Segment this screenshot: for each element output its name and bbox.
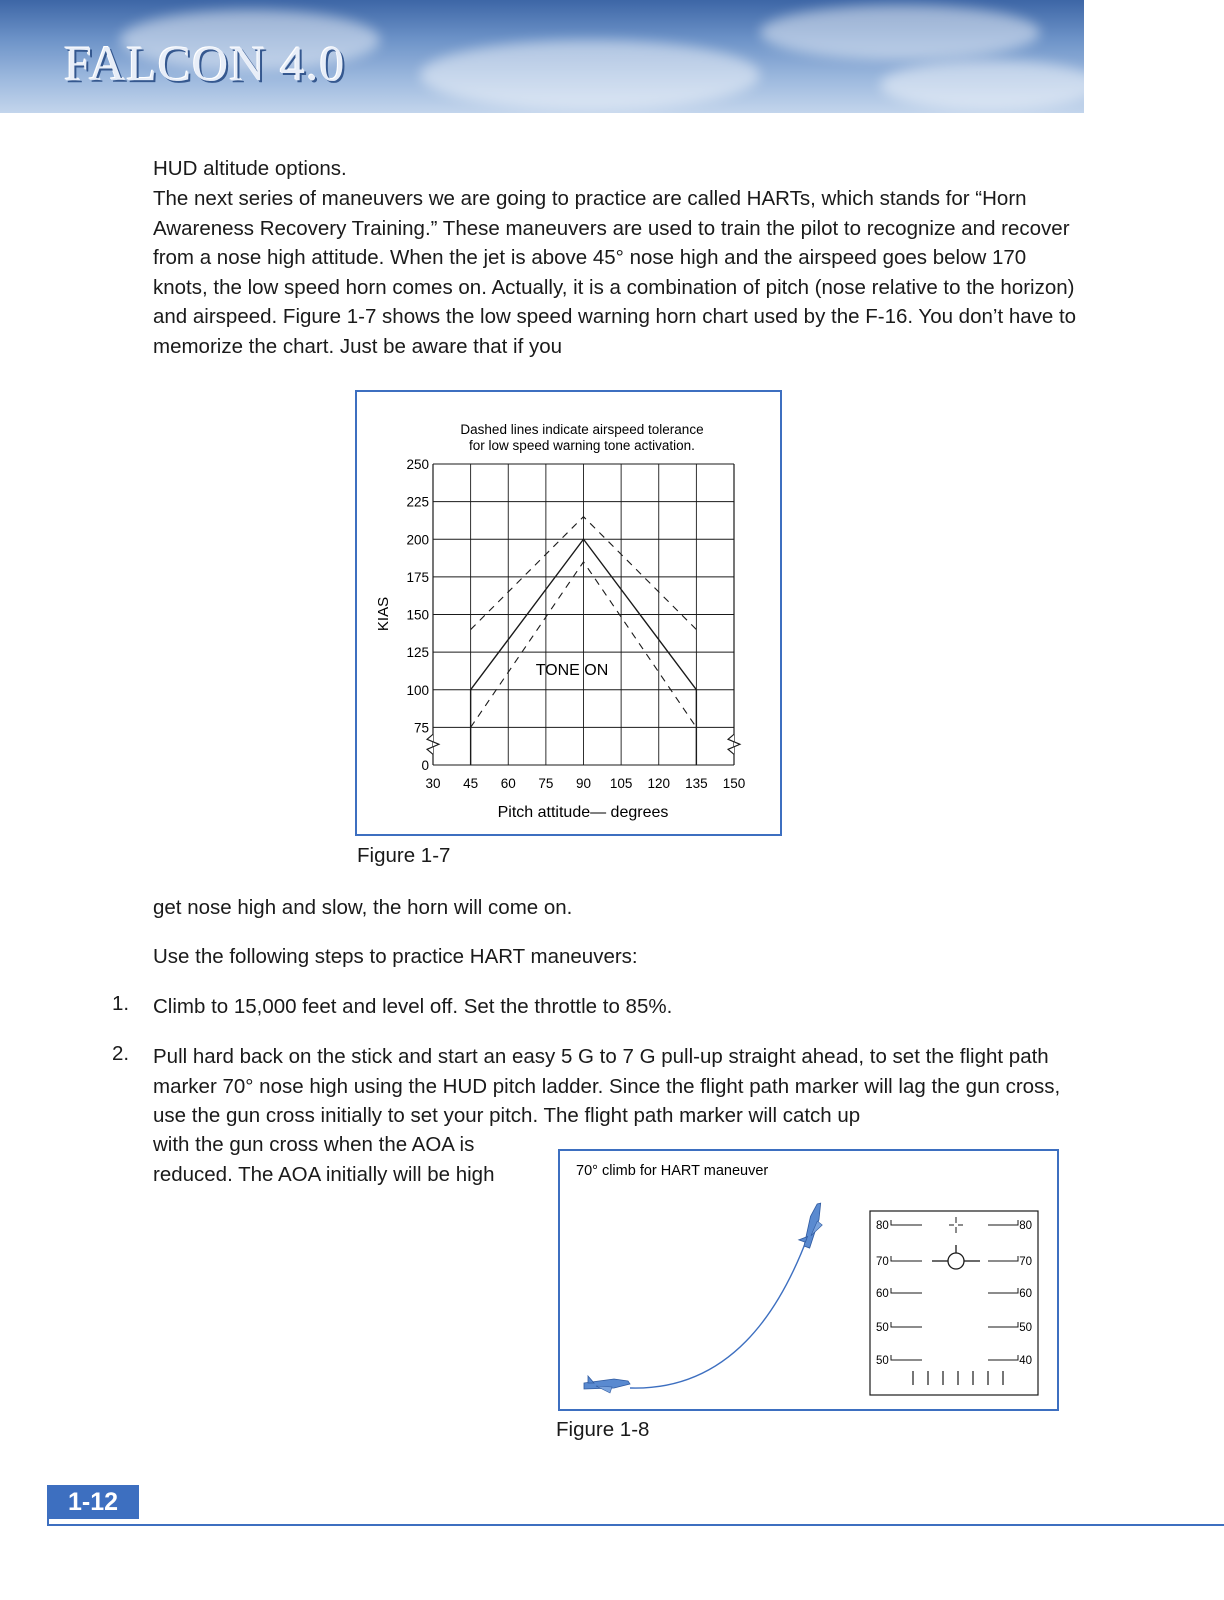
climb-path [630, 1236, 808, 1388]
y-tick-label: 75 [413, 720, 429, 736]
x-tick-label: 135 [685, 776, 708, 791]
x-tick-label: 30 [425, 776, 441, 791]
step-2-number: 2. [112, 1042, 130, 1065]
y-tick-label: 200 [406, 532, 429, 548]
x-tick-label: 90 [575, 776, 592, 791]
banner-title: FALCON 4.0 [64, 35, 346, 91]
chart-title-line-2: for low speed warning tone activation. [469, 438, 695, 453]
x-tick-label: 60 [500, 776, 516, 791]
aircraft-climb-icon [797, 1200, 829, 1249]
x-tick-label: 105 [609, 776, 633, 791]
ladder-label-left: 70 [876, 1256, 889, 1268]
y-tick-label: 225 [406, 494, 429, 510]
step-2-text-continued: with the gun cross when the AOA is reduced. The AOA initially will be high [153, 1133, 495, 1186]
chart-title-line-1: Dashed lines indicate airspeed tolerance [460, 422, 704, 437]
step-1-text: Climb to 15,000 feet and level off. Set the throttle to 85%. [153, 995, 673, 1018]
axis-break-right [728, 734, 740, 754]
x-axis-label: Pitch attitude— degrees [497, 804, 669, 821]
ladder-label-right: 80 [1019, 1220, 1032, 1232]
footer-rule [47, 1524, 1224, 1526]
y-tick-label: 250 [406, 457, 429, 472]
ladder-label-right: 60 [1019, 1288, 1032, 1300]
y-tick-label: 100 [406, 682, 429, 698]
y-tick-label: 175 [406, 569, 429, 585]
header-banner [0, 0, 1084, 113]
paragraph-hud-options: HUD altitude options. [153, 157, 347, 180]
axis-break-left [427, 734, 439, 754]
ladder-label-left: 80 [876, 1220, 889, 1232]
step-2-text: Pull hard back on the stick and start an easy 5 G to 7 G pull-up straight ahead, to set the flight path marker 70° nose high using the HUD pitch ladder. Since the flight path marker will lag the gun cross, use the gun cross initially to set your pitch. The flight path marker will catch up [153, 1045, 1061, 1127]
y-tick-label: 0 [421, 758, 429, 773]
x-tick-label: 45 [463, 776, 479, 791]
ladder-label-right: 40 [1019, 1355, 1032, 1367]
figure-1-8-title: 70° climb for HART maneuver [576, 1163, 769, 1179]
ladder-label-left: 60 [876, 1288, 889, 1300]
ladder-label-right: 50 [1019, 1322, 1032, 1334]
ladder-label-right: 70 [1019, 1256, 1032, 1268]
figure-1-7-box [355, 390, 782, 836]
x-tick-label: 75 [538, 776, 554, 791]
paragraph-harts-intro: The next series of maneuvers we are going to practice are called HARTs, which stands for “Horn Awareness Recovery Training.” These maneuvers are used to train the pilot to recognize and recover from a nose high attitude. When the jet is above 45° nose high and the airspeed goes below 170 knots, the low speed horn comes on. Actually, it is a combination of pitch (nose relative to the horizon) and airspeed. Figure 1-7 shows the low speed warning horn chart used by the F-16. You don’t have to memorize the chart. Just be aware that if you [153, 187, 1077, 358]
hud-display [870, 1211, 1038, 1395]
figure-1-7-caption: Figure 1-7 [357, 844, 451, 867]
hart-climb-diagram [560, 1151, 1057, 1409]
step-1-number: 1. [112, 992, 130, 1015]
y-tick-label: 125 [406, 645, 429, 661]
page-number: 1-12 [47, 1485, 139, 1519]
tone-on-annotation: TONE ON [535, 662, 609, 679]
x-tick-label: 120 [647, 776, 671, 791]
horn-chart [357, 392, 780, 834]
x-tick-label: 150 [722, 776, 746, 791]
ladder-label-left: 50 [876, 1322, 889, 1334]
aircraft-level-icon [584, 1376, 630, 1393]
figure-1-8-caption: Figure 1-8 [556, 1418, 650, 1441]
y-axis-label: KIAS [375, 596, 392, 632]
paragraph-steps-intro: Use the following steps to practice HART maneuvers: [153, 945, 638, 968]
y-tick-label: 150 [406, 607, 429, 623]
figure-1-8-box [558, 1149, 1059, 1411]
ladder-label-left: 50 [876, 1355, 889, 1367]
paragraph-nose-high: get nose high and slow, the horn will come on. [153, 896, 573, 919]
